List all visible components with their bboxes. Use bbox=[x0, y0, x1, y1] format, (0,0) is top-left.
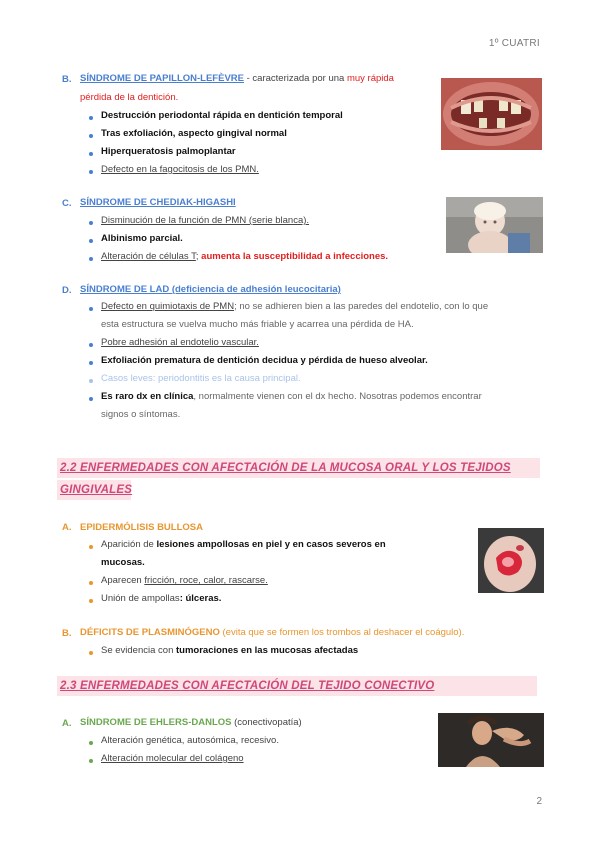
photo-albino-child bbox=[446, 197, 543, 253]
item-text-bold: : úlceras. bbox=[179, 593, 222, 604]
item-text: Aparición de bbox=[101, 539, 157, 550]
item-text: Unión de ampollas bbox=[101, 593, 180, 604]
heading-23-line1: 2.3 ENFERMEDADES CON AFECTACIÓN DEL TEJIDO CONECTIVO bbox=[60, 680, 435, 692]
header-tag: 1º CUATRI bbox=[488, 38, 540, 49]
section-d-title: SÍNDROME DE LAD (deficiencia de adhesión leucocitaria) bbox=[80, 284, 341, 295]
bullet-icon bbox=[89, 116, 93, 120]
list-item-continuation: signos o síntomas. bbox=[101, 409, 181, 420]
list-item: Hiperqueratosis palmoplantar bbox=[101, 146, 236, 157]
list-item: Disminución de la función de PMN (serie blanca). bbox=[101, 215, 310, 226]
list-item bbox=[101, 390, 482, 403]
list-item bbox=[101, 300, 488, 313]
list-item-continuation: esta estructura se vuelva mucho más friable y acarrea una pérdida de HA. bbox=[101, 319, 414, 330]
bullet-icon bbox=[89, 599, 93, 603]
bullet-icon bbox=[89, 741, 93, 745]
list-item: Exfoliación prematura de dentición decidua y pérdida de hueso alveolar. bbox=[101, 355, 428, 366]
section-b-intro-red-2: pérdida de la dentición. bbox=[80, 92, 179, 103]
section-letter-b2: B. bbox=[62, 628, 72, 639]
bullet-icon bbox=[89, 257, 93, 261]
bullet-icon bbox=[89, 397, 93, 401]
list-item: Tras exfoliación, aspecto gingival normal bbox=[101, 128, 287, 139]
item-text: Aparecen bbox=[101, 575, 145, 586]
bullet-icon bbox=[89, 170, 93, 174]
bullet-icon bbox=[89, 239, 93, 243]
item-text-bold: tumoraciones en las mucosas afectadas bbox=[176, 645, 359, 656]
bullet-icon bbox=[89, 581, 93, 585]
section-b2-heading bbox=[80, 626, 464, 639]
heading-22-line2: GINGIVALES bbox=[60, 484, 133, 496]
section-b-title: SÍNDROME DE PAPILLON-LEFÈVRE bbox=[80, 73, 244, 84]
item-text: Defecto en quimiotaxis de PMN bbox=[101, 301, 235, 312]
item-text-bold: lesiones ampollosas en piel y en casos severos en bbox=[156, 539, 386, 550]
page-number: 2 bbox=[536, 796, 542, 807]
item-text: Se evidencia con bbox=[101, 645, 176, 656]
list-item: Casos leves: periodontitis es la causa principal. bbox=[101, 373, 301, 384]
section-b-intro-red-1: muy rápida bbox=[346, 73, 394, 84]
section-b2-title: DÉFICITS DE PLASMINÓGENO bbox=[80, 627, 220, 638]
section-a2-title: EPIDERMÓLISIS BULLOSA bbox=[80, 522, 203, 533]
list-item bbox=[101, 538, 386, 551]
bullet-icon bbox=[89, 361, 93, 365]
section-b2-note: (evita que se formen los trombos al deshacer el coágulo). bbox=[219, 627, 465, 638]
bullet-icon bbox=[89, 221, 93, 225]
section-a3-heading bbox=[80, 716, 302, 729]
list-item: Destrucción periodontal rápida en dentición temporal bbox=[101, 110, 343, 121]
photo-mouth-teeth bbox=[441, 78, 542, 150]
heading-22-line1: 2.2 ENFERMEDADES CON AFECTACIÓN DE LA MUCOSA ORAL Y LOS TEJIDOS bbox=[60, 462, 511, 474]
photo-skin-blister bbox=[478, 528, 544, 593]
item-text-bold: Es raro dx en clínica bbox=[101, 391, 194, 402]
list-item: Pobre adhesión al endotelio vascular. bbox=[101, 337, 259, 348]
section-letter-c: C. bbox=[62, 198, 72, 209]
item-red-text: aumenta la susceptibilidad a infecciones. bbox=[201, 251, 389, 262]
section-b-intro: - caracterizada por una bbox=[243, 73, 347, 84]
bullet-icon bbox=[89, 307, 93, 311]
bullet-icon bbox=[89, 343, 93, 347]
section-letter-a: A. bbox=[62, 522, 72, 533]
section-letter-b: B. bbox=[62, 74, 72, 85]
list-item bbox=[101, 250, 388, 263]
list-item: Albinismo parcial. bbox=[101, 233, 183, 244]
section-letter-a3: A. bbox=[62, 718, 72, 729]
item-text-underline: fricción, roce, calor, rascarse. bbox=[144, 575, 268, 586]
bullet-icon bbox=[89, 152, 93, 156]
item-text-rest: ; no se adhieren bien a las paredes del endotelio, con lo que bbox=[234, 301, 489, 312]
list-item bbox=[101, 644, 358, 657]
bullet-icon bbox=[89, 379, 93, 383]
list-item bbox=[101, 574, 268, 587]
section-c-title: SÍNDROME DE CHEDIAK-HIGASHI bbox=[80, 197, 236, 208]
item-text-rest: , normalmente vienen con el dx hecho. Nosotras podemos encontrar bbox=[193, 391, 482, 402]
bullet-icon bbox=[89, 134, 93, 138]
bullet-icon bbox=[89, 651, 93, 655]
item-text: Alteración de células T bbox=[101, 251, 196, 262]
bullet-icon bbox=[89, 545, 93, 549]
list-item: Alteración genética, autosómica, recesivo. bbox=[101, 735, 279, 746]
item-sep: ; bbox=[195, 251, 202, 262]
list-item bbox=[101, 592, 221, 605]
list-item: Alteración molecular del colágeno bbox=[101, 753, 244, 764]
list-item-continuation: mucosas. bbox=[101, 557, 145, 568]
section-a3-note: (conectivopatía) bbox=[231, 717, 302, 728]
list-item: Defecto en la fagocitosis de los PMN. bbox=[101, 164, 259, 175]
section-b-heading bbox=[80, 72, 394, 85]
photo-ehlers-danlos bbox=[438, 713, 544, 767]
bullet-icon bbox=[89, 759, 93, 763]
section-a3-title: SÍNDROME DE EHLERS-DANLOS bbox=[80, 717, 232, 728]
section-letter-d: D. bbox=[62, 285, 72, 296]
